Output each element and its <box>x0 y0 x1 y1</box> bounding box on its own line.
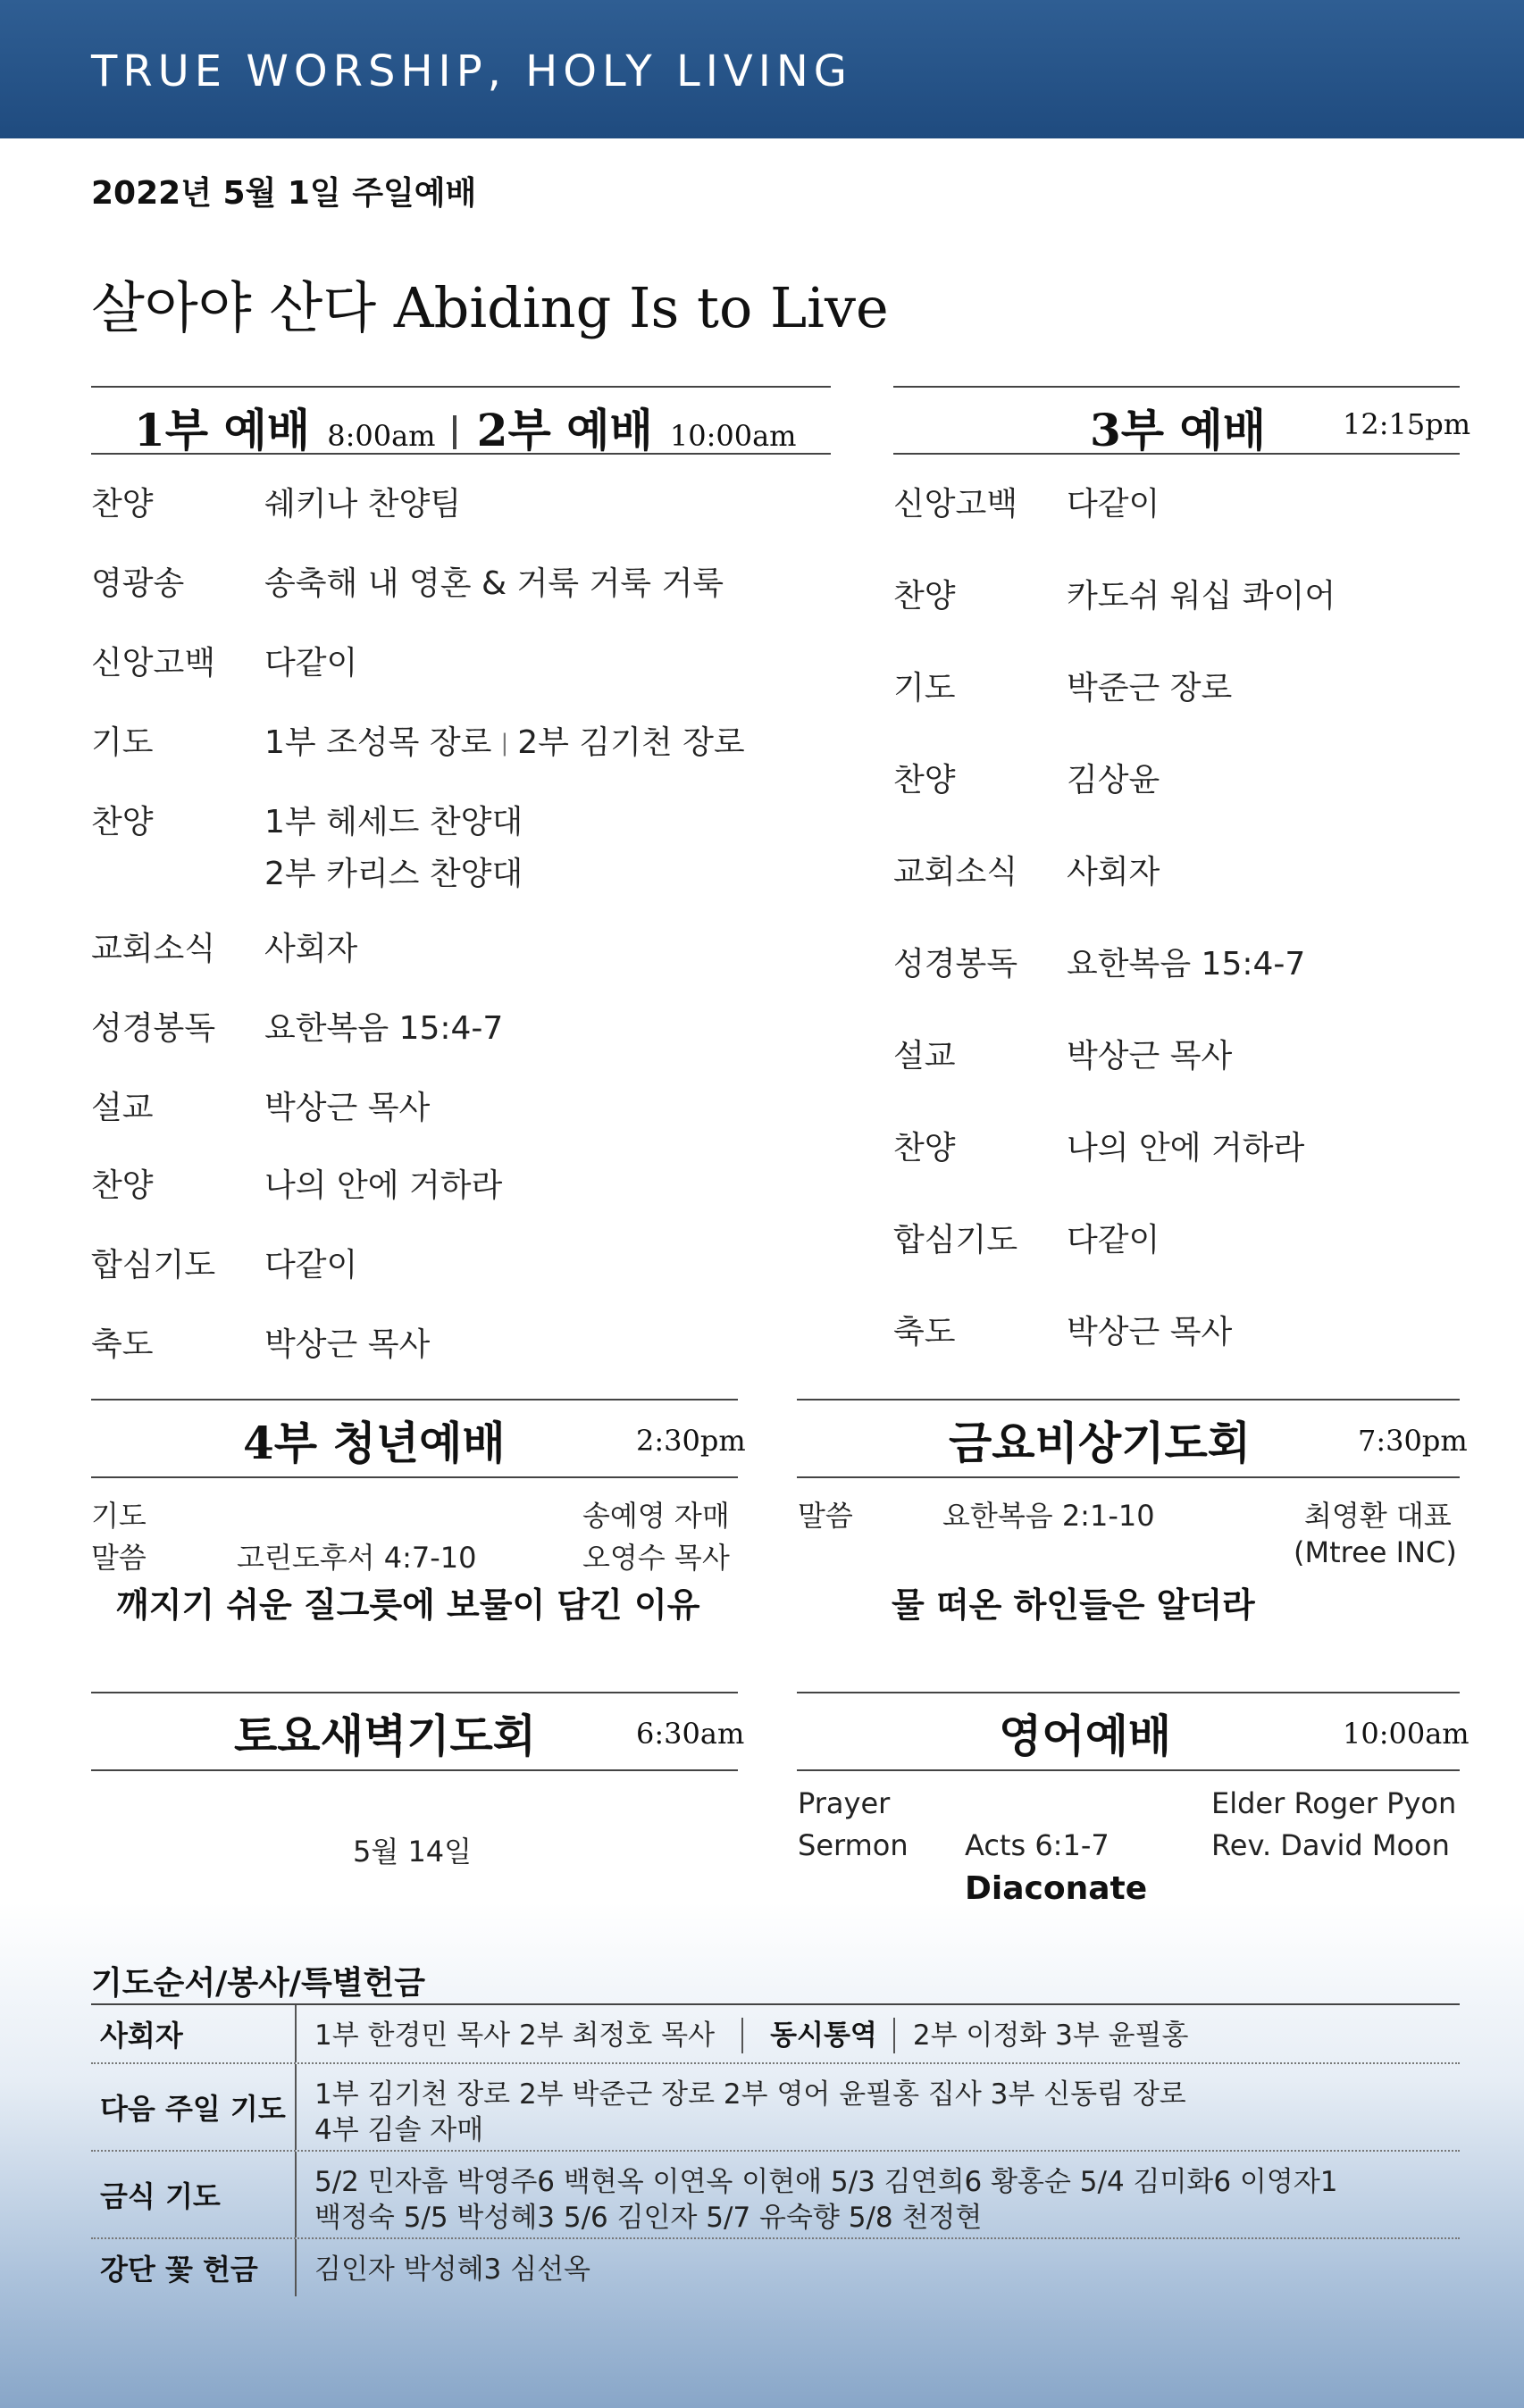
order-label: 영광송 <box>91 565 185 602</box>
friday-time: 7:30pm <box>1358 1424 1468 1458</box>
order-label: 교회소식 <box>893 854 1018 890</box>
service2-time: 10:00am <box>669 419 797 453</box>
order-value: 2부 카리스 찬양대 <box>264 856 523 892</box>
row-value: 5/2 민자흠 박영주6 백현옥 이연옥 이현애 5/3 김연희6 황홍순 5/4 김미화6 이영자1 <box>314 2166 1338 2198</box>
order-label: 신앙고백 <box>893 486 1018 523</box>
order-label: 축도 <box>893 1314 956 1350</box>
table-row <box>91 2152 1460 2239</box>
row-label: 다음 주일 기도 <box>100 2092 286 2126</box>
divider <box>797 1692 1460 1693</box>
order-value: 쉐키나 찬양팀 <box>264 486 462 523</box>
order-value: 박상근 목사 <box>1067 1038 1233 1074</box>
english-sermon-label: Sermon <box>798 1828 909 1862</box>
order-label: 합심기도 <box>91 1247 216 1283</box>
row-value: 1부 김기천 장로 2부 박준근 장로 2부 영어 윤필홍 집사 3부 신동림 장로 <box>314 2078 1186 2111</box>
order-value: 김상윤 <box>1067 762 1160 798</box>
friday-speaker-org: (Mtree INC) <box>1294 1535 1457 1569</box>
order-value: 박상근 목사 <box>1067 1314 1233 1350</box>
divider <box>893 453 1460 455</box>
order-label: 찬양 <box>893 762 956 798</box>
info-table <box>91 2003 1460 2296</box>
row-value: 4부 김솔 자매 <box>314 2114 484 2146</box>
order-label: 설교 <box>91 1090 154 1126</box>
service1-time: 8:00am <box>327 419 436 453</box>
order-value: 카도쉬 워십 콰이어 <box>1067 578 1336 615</box>
youth-prayer-name: 송예영 자매 <box>582 1499 730 1533</box>
order-label: 기도 <box>893 670 956 707</box>
english-prayer-name: Elder Roger Pyon <box>1211 1786 1457 1820</box>
youth-sermon-title: 깨지기 쉬운 질그릇에 보물이 담긴 이유 <box>116 1585 700 1625</box>
friday-name: 금요비상기도회 <box>949 1417 1252 1469</box>
order-label: 찬양 <box>91 1167 154 1204</box>
divider <box>91 1692 738 1693</box>
header-title: TRUE WORSHIP, HOLY LIVING <box>91 46 852 96</box>
divider <box>797 1476 1460 1478</box>
order-value: 2부 김기천 장로 <box>517 724 745 761</box>
english-name: 영어예배 <box>999 1710 1172 1762</box>
row-value: 김인자 박성혜3 심선옥 <box>295 2239 1460 2296</box>
order-value: 요한복음 15:4-7 <box>1067 946 1306 982</box>
order-value: 송축해 내 영혼 & 거룩 거룩 거룩 <box>264 565 724 602</box>
divider <box>797 1399 1460 1400</box>
youth-word-label: 말씀 <box>91 1541 147 1575</box>
order-value: 다같이 <box>264 645 358 681</box>
order-value: 박상근 목사 <box>264 1326 431 1363</box>
saturday-time: 6:30am <box>636 1717 745 1751</box>
friday-speaker: 최영환 대표 <box>1304 1499 1452 1533</box>
row-value: 1부 한경민 목사 2부 최정호 목사 <box>314 2019 716 2052</box>
service2-name: 2부 예배 <box>476 404 653 456</box>
saturday-name: 토요새벽기도회 <box>234 1710 537 1762</box>
row-label: 강단 꽃 헌금 <box>100 2253 258 2287</box>
order-label: 성경봉독 <box>91 1010 216 1047</box>
friday-word-label: 말씀 <box>798 1499 853 1533</box>
order-value: 박상근 목사 <box>264 1090 431 1126</box>
order-label: 축도 <box>91 1326 154 1363</box>
youth-time: 2:30pm <box>636 1424 746 1458</box>
sermon-title: 살아야 산다 Abiding Is to Live <box>91 275 889 340</box>
row-value: 백정숙 5/5 박성혜3 5/6 김인자 5/7 유숙향 5/8 천정현 <box>314 2202 983 2234</box>
order-value: 1부 헤세드 찬양대 <box>264 804 523 840</box>
english-sermon-name: Rev. David Moon <box>1211 1828 1450 1862</box>
table-row <box>91 2005 1460 2064</box>
service3-heading <box>1090 395 1266 459</box>
order-label: 찬양 <box>893 578 956 615</box>
order-value: 사회자 <box>264 931 358 967</box>
order-label: 교회소식 <box>91 931 216 967</box>
table-row <box>91 2239 1460 2296</box>
order-value: 다같이 <box>1067 486 1160 523</box>
order-value: 요한복음 15:4-7 <box>264 1010 504 1047</box>
service12-heading <box>134 395 797 459</box>
order-value: 다같이 <box>1067 1222 1160 1258</box>
divider <box>797 1769 1460 1771</box>
friday-word-ref: 요한복음 2:1-10 <box>942 1499 1155 1533</box>
divider <box>893 386 1460 388</box>
order-label: 설교 <box>893 1038 956 1074</box>
service3-name: 3부 예배 <box>1090 404 1267 456</box>
interpreter-label: 동시통역 <box>741 2018 895 2053</box>
divider <box>91 453 831 455</box>
order-label: 기도 <box>91 724 154 761</box>
divider <box>91 386 831 388</box>
service1-name: 1부 예배 <box>134 404 311 456</box>
english-sermon-ref: Acts 6:1-7 <box>965 1828 1110 1862</box>
order-value: 다같이 <box>264 1247 358 1283</box>
youth-word-ref: 고린도후서 4:7-10 <box>237 1541 477 1575</box>
order-value: 사회자 <box>1067 854 1160 890</box>
divider <box>91 1399 738 1400</box>
youth-word-name: 오영수 목사 <box>582 1541 730 1575</box>
order-value: 나의 안에 거하라 <box>1067 1130 1305 1166</box>
order-value: 박준근 장로 <box>1067 670 1233 707</box>
order-value: 나의 안에 거하라 <box>264 1167 503 1204</box>
friday-sermon-title: 물 떠온 하인들은 알더라 <box>892 1585 1255 1625</box>
order-value: 1부 조성목 장로 <box>264 724 492 761</box>
divider <box>91 1769 738 1771</box>
saturday-date: 5월 14일 <box>353 1835 473 1869</box>
youth-prayer-label: 기도 <box>91 1499 147 1533</box>
separator: | <box>500 730 509 757</box>
order-label: 신앙고백 <box>91 645 216 681</box>
english-prayer-label: Prayer <box>798 1786 891 1820</box>
service3-time: 12:15pm <box>1343 407 1471 441</box>
interpreter-value: 2부 이정화 3부 윤필홍 <box>912 2019 1189 2052</box>
service-date: 2022년 5월 1일 주일예배 <box>91 175 477 212</box>
order-label: 찬양 <box>91 804 154 840</box>
english-sermon-title: Diaconate <box>965 1870 1148 1907</box>
order-label: 찬양 <box>893 1130 956 1166</box>
order-label: 성경봉독 <box>893 946 1018 982</box>
heading-separator <box>453 415 456 449</box>
info-title: 기도순서/봉사/특별헌금 <box>91 1965 426 2002</box>
table-row <box>91 2064 1460 2152</box>
youth-name: 4부 청년예배 <box>243 1417 506 1469</box>
divider <box>91 1476 738 1478</box>
english-time: 10:00am <box>1343 1717 1470 1751</box>
order-label: 합심기도 <box>893 1222 1018 1258</box>
row-label: 사회자 <box>100 2019 183 2053</box>
row-label: 금식 기도 <box>100 2179 221 2213</box>
order-label: 찬양 <box>91 486 154 523</box>
